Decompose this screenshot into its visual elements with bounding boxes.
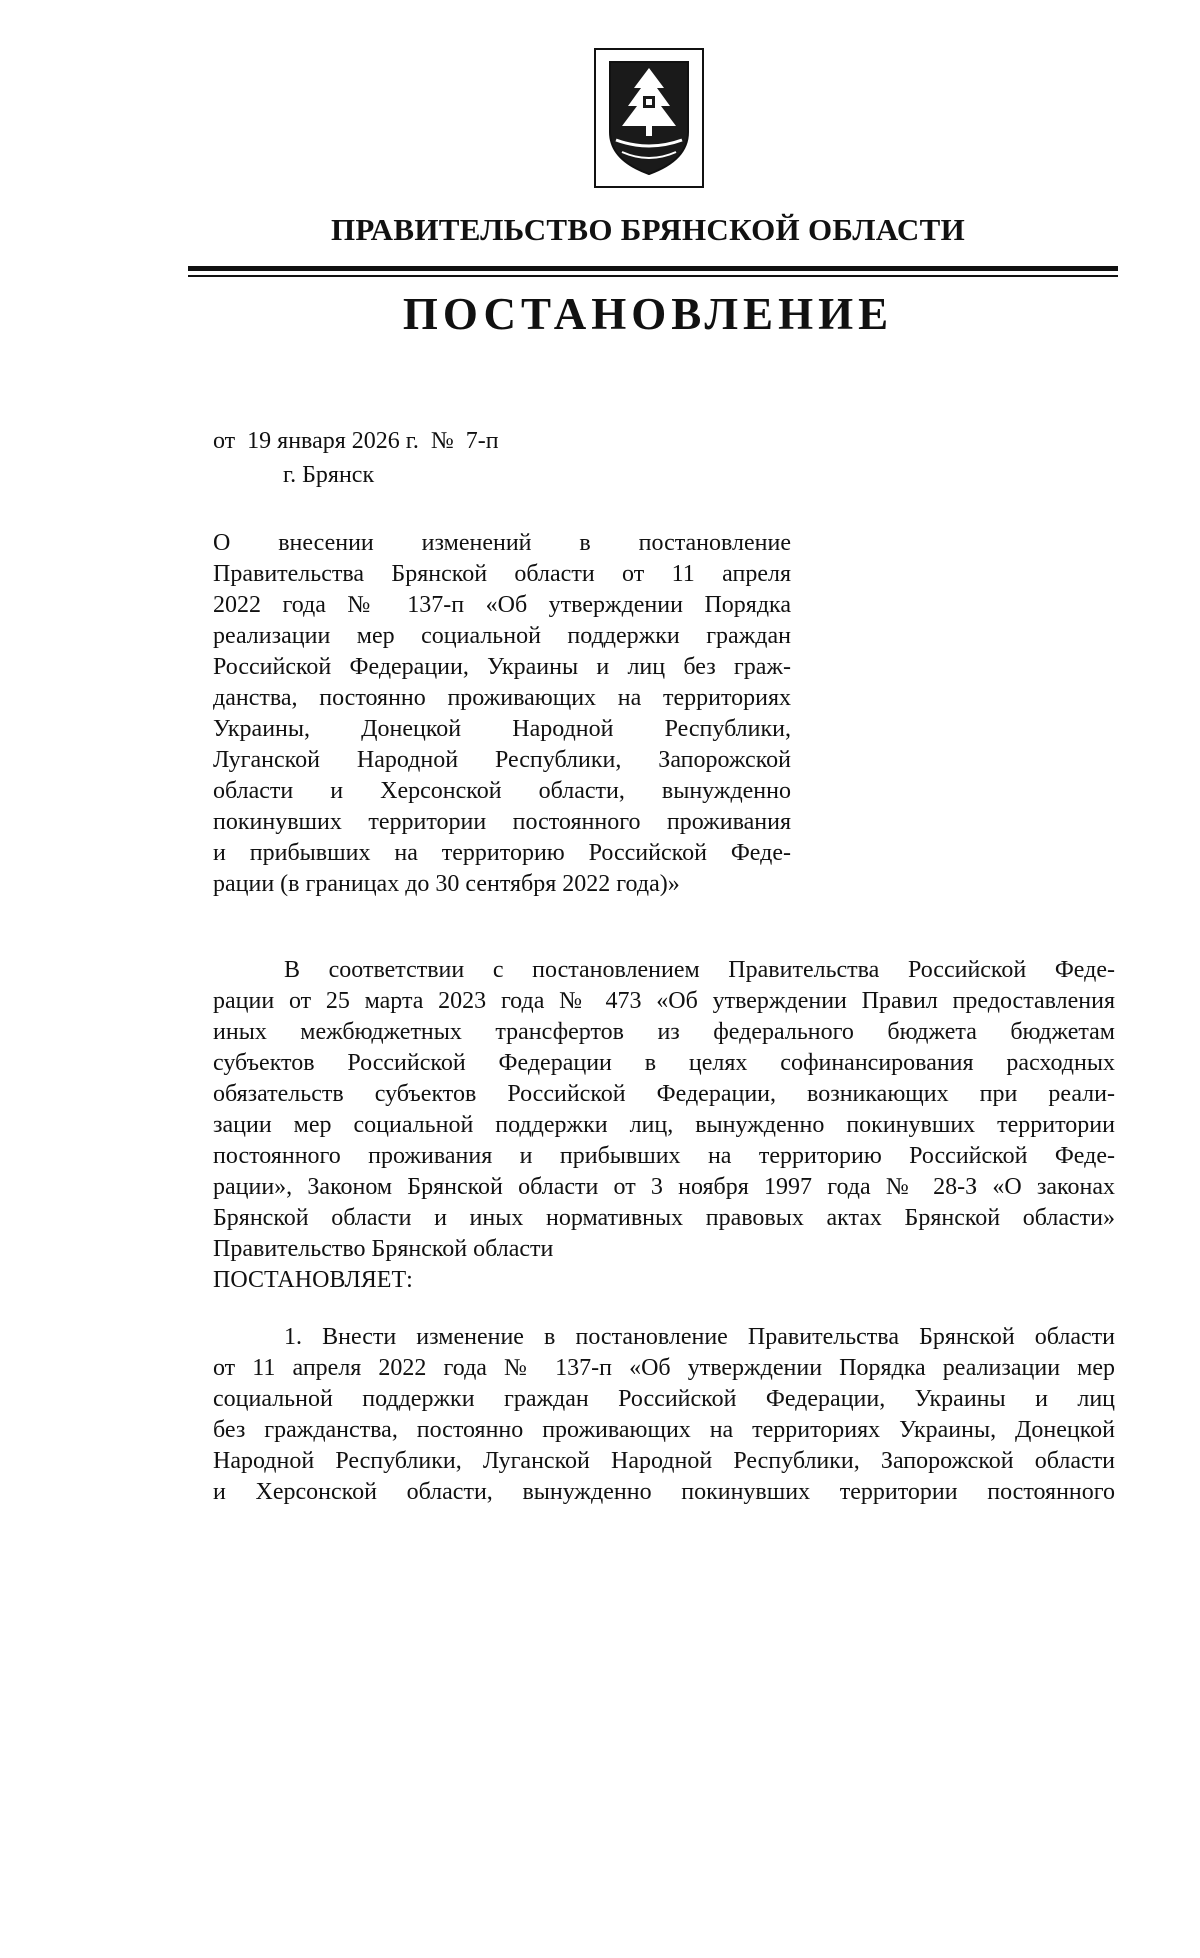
preamble-line: Брянской области и иных нормативных правовых актах Брянской области» bbox=[213, 1205, 1115, 1231]
item-line: социальной поддержки граждан Российской Федерации, Украины и лиц bbox=[213, 1386, 1115, 1412]
header-divider-thin bbox=[188, 275, 1118, 277]
government-title: ПРАВИТЕЛЬСТВО БРЯНСКОЙ ОБЛАСТИ bbox=[330, 212, 966, 247]
subject-line: Правительства Брянской области от 11 апреля bbox=[213, 561, 791, 587]
preamble-line: обязательств субъектов Российской Федерации, возникающих при реали- bbox=[213, 1081, 1115, 1107]
subject-line: рации (в границах до 30 сентября 2022 года)» bbox=[213, 871, 680, 897]
subject-line: Луганской Народной Республики, Запорожской bbox=[213, 747, 791, 773]
document-type-title: ПОСТАНОВЛЕНИЕ bbox=[402, 289, 894, 339]
subject-line: О внесении изменений в постановление bbox=[213, 530, 791, 556]
preamble-line: иных межбюджетных трансфертов из федерального бюджета бюджетам bbox=[213, 1019, 1115, 1045]
preamble-line: постоянного проживания и прибывших на территорию Российской Феде- bbox=[213, 1143, 1115, 1169]
preamble-line: Правительство Брянской области bbox=[213, 1236, 554, 1262]
preamble-line: субъектов Российской Федерации в целях софинансирования расходных bbox=[213, 1050, 1115, 1076]
subject-line: области и Херсонской области, вынужденно bbox=[213, 778, 791, 804]
preamble-line: рации», Законом Брянской области от 3 ноября 1997 года № 28-З «О законах bbox=[213, 1174, 1115, 1200]
preamble-line: зации мер социальной поддержки лиц, вынужденно покинувших территории bbox=[213, 1112, 1115, 1138]
item-line: без гражданства, постоянно проживающих на территориях Украины, Донецкой bbox=[213, 1417, 1115, 1443]
subject-line: Российской Федерации, Украины и лиц без граж- bbox=[213, 654, 791, 680]
document-date-number: от 19 января 2026 г. № 7-п bbox=[213, 428, 499, 454]
item-line: и Херсонской области, вынужденно покинувших территории постоянного bbox=[213, 1479, 1115, 1505]
subject-line: и прибывших на территорию Российской Феде- bbox=[213, 840, 791, 866]
subject-line: покинувших территории постоянного проживания bbox=[213, 809, 791, 835]
preamble-line: рации от 25 марта 2023 года № 473 «Об утверждении Правил предоставления bbox=[213, 988, 1115, 1014]
item-line: Народной Республики, Луганской Народной Республики, Запорожской области bbox=[213, 1448, 1115, 1474]
subject-line: реализации мер социальной поддержки граждан bbox=[213, 623, 791, 649]
coat-of-arms-emblem bbox=[594, 48, 704, 188]
document-place: г. Брянск bbox=[283, 462, 375, 488]
header-divider-thick bbox=[188, 266, 1118, 271]
subject-line: 2022 года № 137-п «Об утверждении Порядка bbox=[213, 592, 791, 618]
coat-of-arms-icon bbox=[594, 48, 704, 188]
subject-line: данства, постоянно проживающих на территориях bbox=[213, 685, 791, 711]
item-line: от 11 апреля 2022 года № 137-п «Об утверждении Порядка реализации мер bbox=[213, 1355, 1115, 1381]
resolution-keyword: ПОСТАНОВЛЯЕТ: bbox=[213, 1267, 413, 1293]
subject-line: Украины, Донецкой Народной Республики, bbox=[213, 716, 791, 742]
item-line: 1. Внести изменение в постановление Правительства Брянской области bbox=[284, 1324, 1115, 1350]
preamble-line: В соответствии с постановлением Правительства Российской Феде- bbox=[284, 957, 1115, 983]
